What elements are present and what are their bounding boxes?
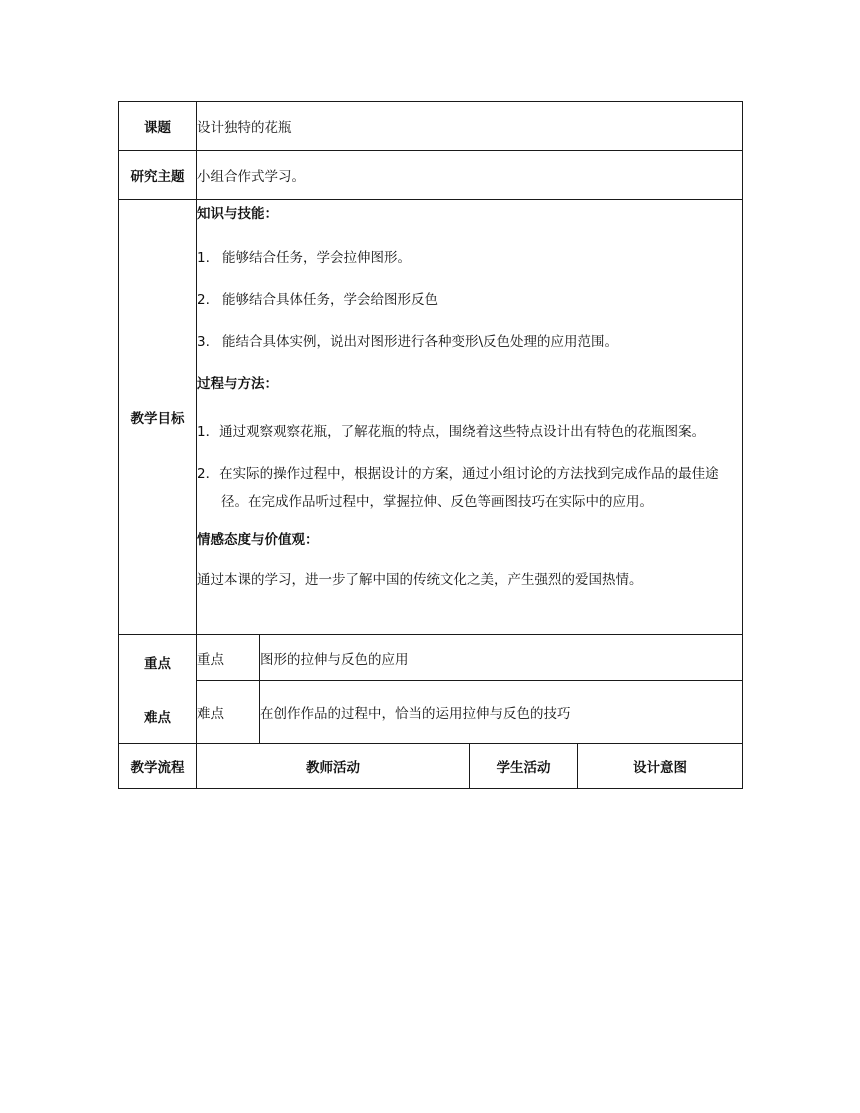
key-point-tag: 重点 [197,635,260,681]
knowledge-item-number: 2. [197,292,210,308]
key-point-row [119,635,743,681]
knowledge-item [197,290,742,310]
student-activity-header: 学生活动 [470,744,578,789]
topic-row [119,102,743,151]
emotion-text: 通过本课的学习，进一步了解中国的传统文化之美，产生强烈的爱国热情。 [197,572,643,588]
topic-value: 设计独特的花瓶 [197,102,743,151]
emotion-heading: 情感态度与价值观： [197,532,319,548]
objectives-content [197,200,743,635]
flow-header-row [119,744,743,789]
design-intent-header: 设计意图 [578,744,743,789]
knowledge-item-number: 1. [197,250,210,266]
topic-label: 课题 [119,102,197,151]
process-item: 2．在实际的操作过程中，根据设计的方案，通过小组讨论的方法找到完成作品的最佳途径。在完成作品听过程中，掌握拉伸、反色等画图技巧在实际中的应用。 [197,466,719,510]
research-value: 小组合作式学习。 [197,151,743,200]
objectives-row [119,200,743,635]
difficulty-text: 在创作作品的过程中，恰当的运用拉伸与反色的技巧 [260,681,743,744]
difficulty-label: 难点 [144,710,171,726]
key-point-label: 重点 [144,656,171,672]
lesson-plan-table [118,101,743,789]
process-heading: 过程与方法： [197,376,278,392]
difficulty-row [119,681,743,744]
knowledge-item [197,332,742,352]
process-item: 1．通过观察观察花瓶，了解花瓶的特点，围绕着这些特点设计出有特色的花瓶图案。 [197,424,706,440]
knowledge-item-number: 3. [197,334,210,350]
key-point-text: 图形的拉伸与反色的应用 [260,635,743,681]
knowledge-item-text: 能结合具体实例，说出对图形进行各种变形\反色处理的应用范围。 [222,334,619,350]
key-difficulty-label-cell [119,635,197,744]
knowledge-heading: 知识与技能： [197,206,278,222]
teacher-activity-header: 教师活动 [197,744,470,789]
research-label: 研究主题 [119,151,197,200]
difficulty-tag: 难点 [197,681,260,744]
knowledge-item [197,248,742,268]
objectives-label: 教学目标 [119,200,197,635]
knowledge-item-text: 能够结合具体任务，学会给图形反色 [222,292,438,308]
research-row [119,151,743,200]
knowledge-item-text: 能够结合任务，学会拉伸图形。 [222,250,411,266]
flow-label: 教学流程 [119,744,197,789]
